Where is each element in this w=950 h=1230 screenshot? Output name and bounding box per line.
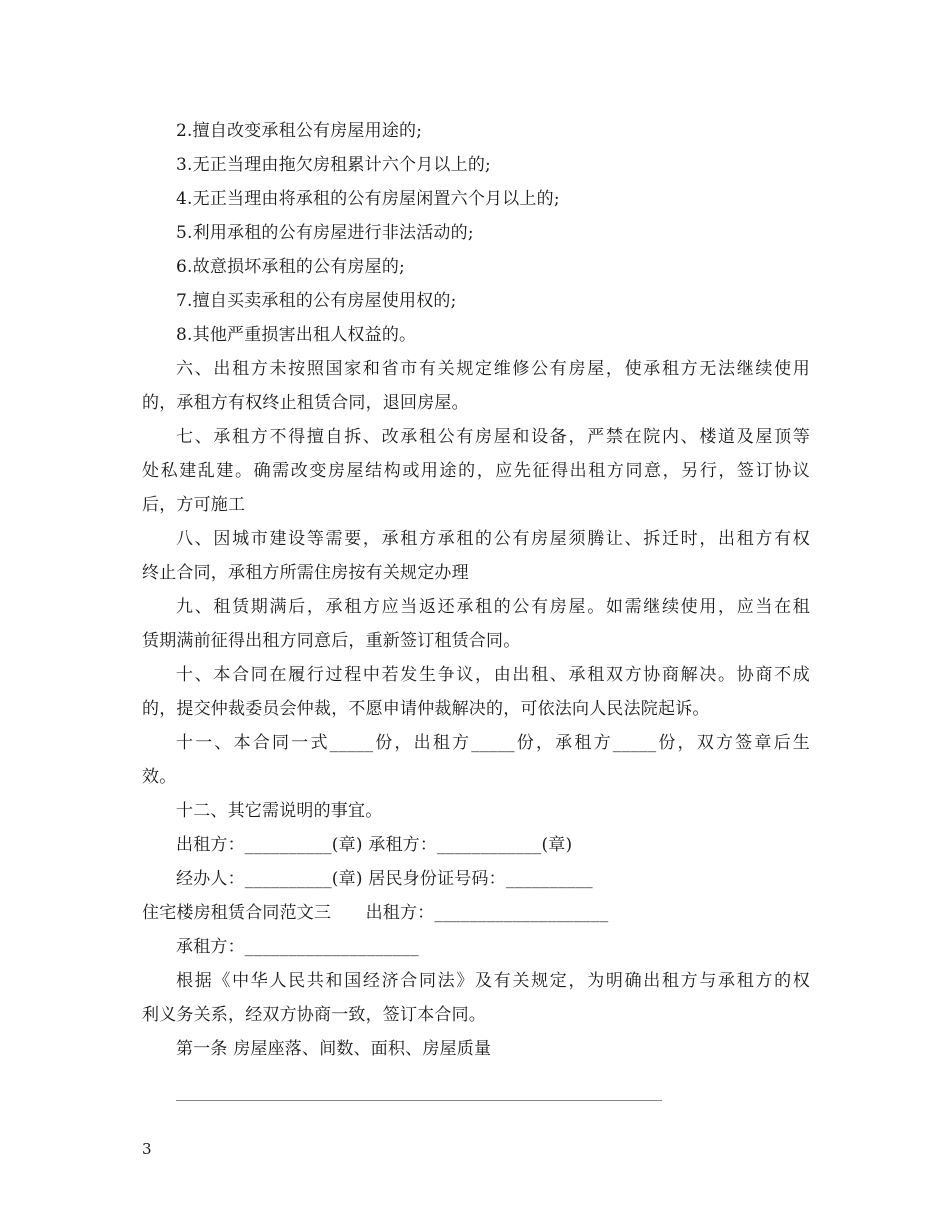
list-item-6: 6.故意损坏承租的公有房屋的; bbox=[176, 257, 405, 277]
list-item-3: 3.无正当理由拖欠房租累计六个月以上的; bbox=[176, 155, 491, 175]
preamble-line-2: 利义务关系，经双方协商一致，签订本合同。 bbox=[142, 1005, 486, 1025]
clause-7-line-2: 处私建乱建。确需改变房屋结构或用途的，应先征得出租方同意，另行，签订协议 bbox=[142, 461, 810, 481]
clause-12: 十二、其它需说明的事宜。 bbox=[176, 801, 383, 821]
article-1-heading: 第一条 房屋座落、间数、面积、房屋质量 bbox=[176, 1039, 492, 1059]
clause-8-line-2: 终止合同，承租方所需住房按有关规定办理 bbox=[142, 563, 469, 583]
clause-11-line-1: 十一、本合同一式_____份，出租方_____份，承租方_____份，双方签章后生 bbox=[176, 733, 810, 753]
clause-8-line-1: 八、因城市建设等需要，承租方承租的公有房屋须腾让、拆迁时，出租方有权 bbox=[176, 529, 810, 549]
list-item-5: 5.利用承租的公有房屋进行非法活动的; bbox=[176, 223, 474, 243]
clause-9-line-1: 九、租赁期满后，承租方应当返还承租的公有房屋。如需继续使用，应当在租 bbox=[176, 597, 810, 617]
clause-6-line-1: 六、出租方未按照国家和省市有关规定维修公有房屋，使承租方无法继续使用 bbox=[176, 359, 810, 379]
page-number: 3 bbox=[142, 1140, 152, 1158]
list-item-8: 8.其他严重损害出租人权益的。 bbox=[176, 325, 417, 345]
list-item-7: 7.擅自买卖承租的公有房屋使用权的; bbox=[176, 291, 457, 311]
blank-fill-line bbox=[176, 1100, 662, 1101]
clause-11-line-2: 效。 bbox=[142, 767, 177, 787]
clause-7-line-1: 七、承租方不得擅自拆、改承租公有房屋和设备，严禁在院内、楼道及屋顶等 bbox=[176, 427, 810, 447]
signature-handler-id: 经办人：__________(章) 居民身份证号码：__________ bbox=[176, 869, 593, 889]
clause-10-line-1: 十、本合同在履行过程中若发生争议，由出租、承租双方协商解决。协商不成 bbox=[176, 665, 810, 685]
list-item-2: 2.擅自改变承租公有房屋用途的; bbox=[176, 121, 423, 141]
clause-6-line-2: 的，承租方有权终止租赁合同，退回房屋。 bbox=[142, 393, 469, 413]
clause-10-line-2: 的，提交仲裁委员会仲裁，不愿申请仲裁解决的，可依法向人民法院起诉。 bbox=[142, 699, 710, 719]
contract-three-title: 住宅楼房租赁合同范文三 出租方：____________________ bbox=[142, 903, 609, 923]
signature-lessor-lessee: 出租方：__________(章) 承租方：____________(章) bbox=[176, 835, 573, 855]
preamble-line-1: 根据《中华人民共和国经济合同法》及有关规定，为明确出租方与承租方的权 bbox=[176, 971, 810, 991]
clause-7-line-3: 后，方可施工 bbox=[142, 495, 246, 515]
list-item-4: 4.无正当理由将承租的公有房屋闲置六个月以上的; bbox=[176, 189, 560, 209]
lessee-field: 承租方：____________________ bbox=[176, 937, 419, 957]
clause-9-line-2: 赁期满前征得出租方同意后，重新签订租赁合同。 bbox=[142, 631, 521, 651]
